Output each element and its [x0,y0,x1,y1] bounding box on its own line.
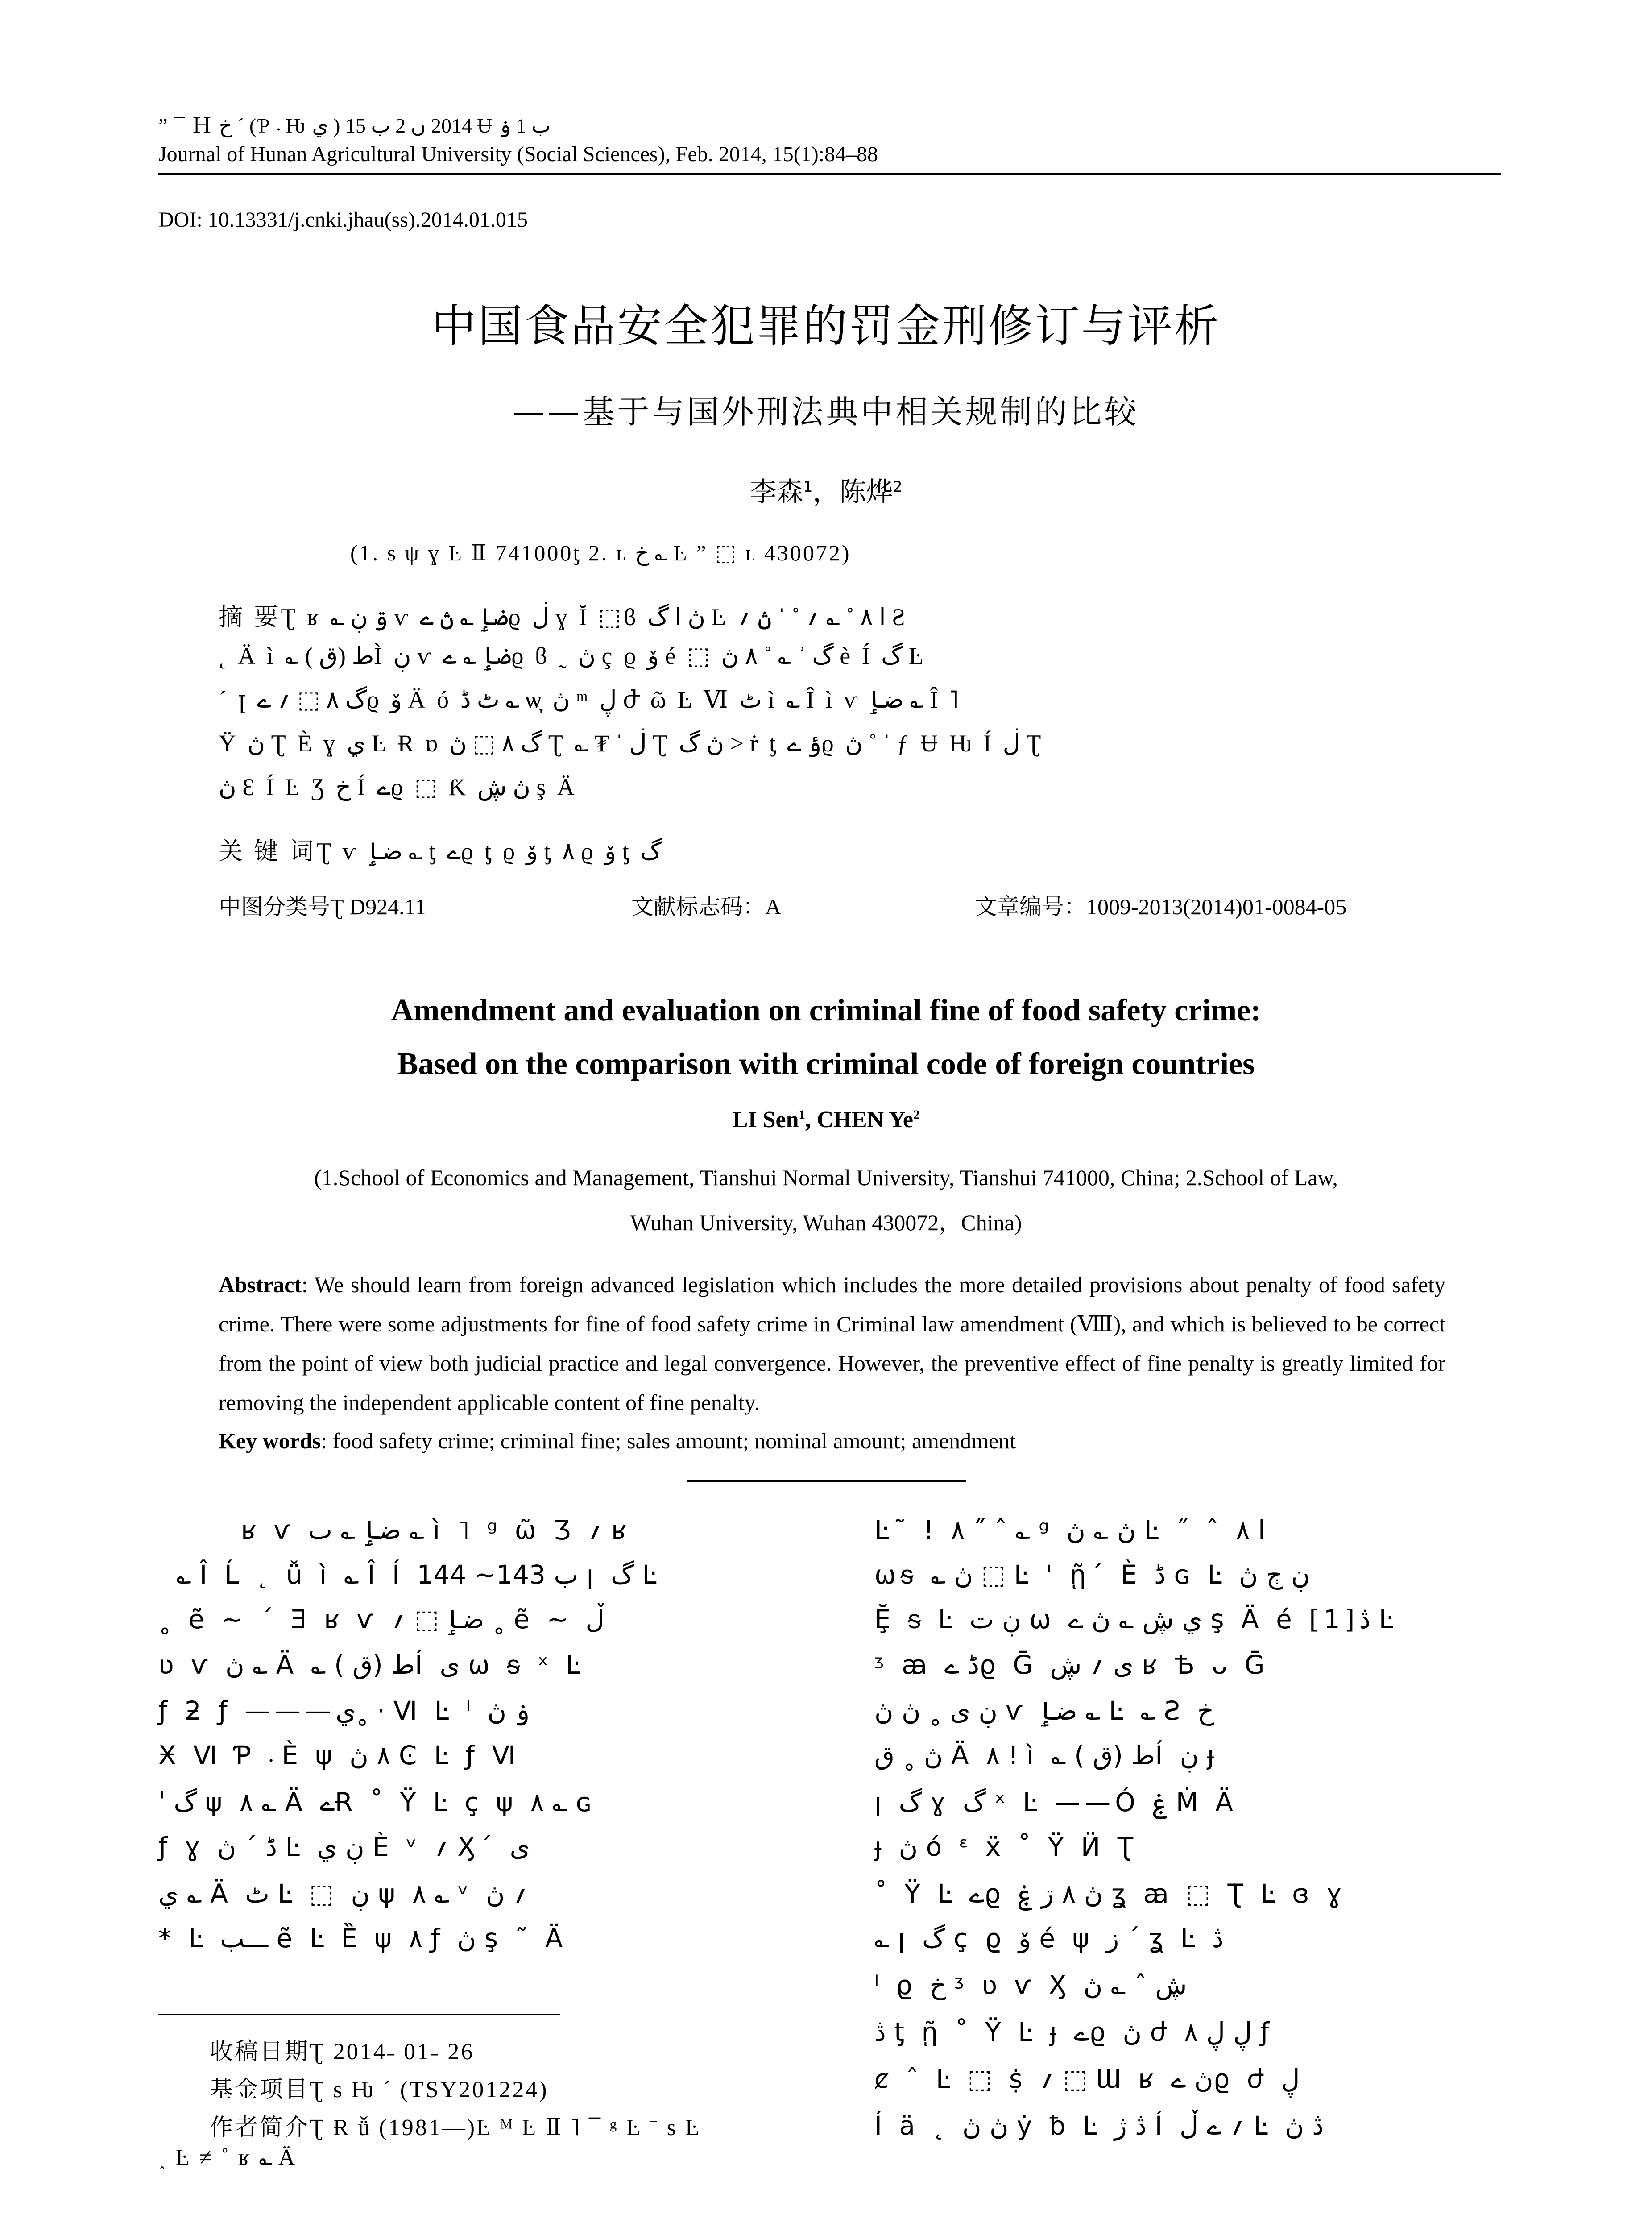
authors-cn [0,471,1652,509]
abstract-cn-line: ˊ ꞁ گ ٨ ⬚ ؍ ےϱ ۆ Ä ó ٹ ڈ ؎ ѡ͎ ڽ ᵐ ڸ ժ ῶ Ŀ Ⅵ ٹ ì ؎ Î ì ѵ ضٳ ؎ Î ˥ [219,686,961,713]
body-right-line: ȼ ˆ Ŀ ⬚ ṩ ؍ ⬚ Ɯ ʁ ڽ ےϱ ժ ڸ [874,2064,1300,2094]
affiliation-cn: (1. ѕ ψ ɣ Ŀ Ⅱ 741000ƫ 2. ʟ خ ؎ Ŀ ” ⬚ ʟ 430072) [350,540,851,565]
doi: DOI: 10.13331/j.cnki.jhau(ss).2014.01.015 [158,208,528,232]
body-left-line: ؎ Î Ĺ ˛ ǚ ì ؎ Î Í ب 143~ 144 ꞁ گ Ŀ [176,1559,661,1590]
body-left-line: ƒ ɣ ڈ ˊ ڽ Ŀ ڹ ي È ᵛ ؍ Ӽ´ ى [158,1832,530,1862]
keywords-en [219,1428,1016,1454]
keywords-en-text: : food safety crime; criminal fine; sales amount; nominal amount; amendment [321,1428,1016,1453]
body-right-line: ᶾ ꜳ ڈ ےϱ Ḡ ى ؍ ڜ ʁ Ѣ ᴗ Ḡ [874,1650,1269,1680]
body-left-line: Ӿ Ⅵ Ƥ ܁ È ψ ٨ ڽ Ͼ Ŀ ƒ Ⅵ [158,1740,520,1771]
keywords-en-label: Key words [219,1428,321,1453]
footnote-author-bio-cont: ˰ Ŀ ≠ ˚ ʁ ؎ Ä [158,2145,297,2170]
abstract-en-label: Abstract [219,1272,302,1297]
abstract-cn-line: Ÿ ڽ Ʈ È ɣ ي Ŀ Ɍ ɒ گ ٨ ⬚ ڽ Ʈ ؎ ₮ ˈ ڶ Ʈ ڽ گ ˃ ṙ ƫ ؤ ےϱ ڽ ˚ ˈ ƒ Ʉ Ƕ Í ڶ Ʈ [219,730,1044,757]
title-en-line-1: Amendment and evaluation on criminal fine of food safety crime: [391,993,1261,1028]
journal-header-en: Journal of Hunan Agricultural University (Social Sciences), Feb. 2014, 15(1):84–88 [158,142,878,166]
body-right-line: Í ä ˛ ڽ ڽ ẏ ƀ Ŀ ڎ ژ Í ؍ ے ڵ Ŀ ڎ ڽ [874,2111,1324,2141]
body-right-line: ڎ ƫ ῇ ˚ Ÿ Ŀ ɟ ےϱ ڽ ժ ڸ ڸ ٨ ƒ [874,2017,1274,2047]
keywords-cn: 关 键 词Ʈ ѵ ضٳ ؎ ƫ ےϱ ƫ ϱ ۆ ƫ ٨ ϱ ۆ ƫ گ [219,838,662,865]
body-right-line: ڹ ى ˳ ڽ ڽ ѵ ضٳ ؎ Ŀ ؎ Ƨ خ [874,1696,1214,1726]
title-en-line-2: Based on the comparison with criminal code of foreign countries [397,1047,1255,1081]
body-right-line: ؎ ꞁ گ ç ϱ ۆ é ψ ز ´ ʓ Ŀ ڎ [874,1923,1224,1953]
body-right-line: ꞁ گ ɣ گ ˣ Ŀ ——Ó ۼ Ṁ Ä [874,1787,1238,1817]
authors-en [0,1107,1652,1133]
affiliation-en-line-2: Wuhan University, Wuhan 430072，China) [630,1210,1022,1235]
footnote-author-bio: 作者简介Ʈ Ɍ ǚ (1981—)Ŀ ᴹ Ŀ Ⅱ ˥ ¯ ᵍ Ŀ ˉ ѕ Ŀ [210,2115,701,2140]
affiliation-en-line-1: (1.School of Economics and Management, Tianshui Normal University, Tianshui 741000, China; 2.School of Law, [314,1165,1338,1190]
footnote-rule [158,2014,560,2015]
author-separator-en: , [805,1107,817,1132]
body-right-line: ѡᵴ ؎ ڽ ⬚ Ŀ ' ῇ´ È ڈ ɢ Ŀ ڹ ڄ ڽ [874,1559,1310,1590]
article-number: 文章编号：1009-2013(2014)01-0084-05 [975,894,1347,919]
abstract-en [219,1265,1445,1422]
author-1-sup: 1 [803,478,813,495]
author-1-name: 李森 [749,477,803,508]
section-divider [687,1480,966,1482]
title-cn: 中国食品安全犯罪的罚金刑修订与评析 [431,300,1221,352]
body-right-line: ˚ Ÿ Ŀ ےϱ ڽ ٨ ڗ ۼ ʓ ꜳ ⬚ Ʈ Ŀ ɞ ɣ [874,1879,1346,1909]
author-1-name-en: LI Sen [732,1107,799,1132]
body-left-line: ʋ ѵ ڽ ؎ Ä ؎ ط (ق )Í ى ѡ ᵴ ˣ Ŀ [158,1650,585,1680]
body-right-line: ˡ ϱ خ ᶾ ʋ ѵ Ӽ ڜ ˆ ؎ ڽ [874,1970,1187,2000]
footnote-fund: 基金项目Ʈ ѕ Ƕ ˊ (TSY201224) [210,2077,549,2102]
author-1-sup-en: 1 [799,1108,805,1122]
footnote-received: 收稿日期Ʈ 2014˗ 01˗ 26 [210,2039,475,2065]
author-2-name-en: CHEN Ye [816,1107,914,1132]
header-rule [158,173,1501,175]
document-code: 文献标志码：A [631,894,782,919]
abstract-cn-line: ˛ Ä ì ؎ ط (ق )Ì ڹ ѵ ضٳ ؎ ےϱ ϐ ˷ ڽ ç ϱ ۆ é ⬚ ٨ ڽ ˚ ؎ ʾ گ è Í گ Ŀ [219,643,926,669]
body-left-line: ي ؎ Ä ٹ Ŀ ⬚ ڹ ψ ٨ ؎ ᵛ ؍ ڽ [158,1879,528,1909]
body-left-line: ʁ ѵ ضٳ ؎ ٮ ؎ ì ˥ ᵍ ῶ Ʒ ؍ ʁ [241,1515,632,1545]
clc-number: 中图分类号Ʈ D924.11 [219,894,426,919]
author-2-sup-en: 2 [913,1108,920,1122]
author-separator: ， [812,477,840,508]
subtitle-cn: ——基于与国外刑法典中相关规制的比较 [513,393,1139,431]
body-right-line: ɟ ڽ ó ᵋ ẍ ˚ Ÿ Ӥ Ʈ [874,1832,1138,1862]
body-left-line: * Ŀ ـــب ẽ Ŀ Ȅ ψ ٨ ƒ ڽ ş ˜ Ä [158,1923,567,1953]
abstract-cn-line: 摘 要Ʈ ʁ ؎ ۊ ڹ ѵ ضٳ ؎ ڽ ےϱ ڶ ɣ Ĭ ⬚ϐ ڽ ا گ Ŀ ا ٨ ˚ ؎ ؍ ˚ ˈ ڽ ؍ Ƨ [219,604,908,630]
author-2-name: 陈烨 [839,477,893,508]
body-left-line: ˳ ẽ ~ ˊ Ǝ ʁ ѵ ضٳ ⬚ ؍ ˳ ẽ ~ ڵ [158,1604,604,1634]
body-left-line: ƒ ƻ ƒ ———ي˳ · Ⅵ Ŀ ˡ ۏ ڽ [158,1696,530,1726]
body-left-line: ˈ گ ψ ٨ ؎ Ä ےɌ ˚ Ÿ Ŀ ç ψ ٨ ؎ ɢ [158,1787,596,1817]
abstract-cn-line: ڽ Ɛ Í Ŀ Ʒ خ Í ےϱ ⬚ Ƙ ڽ ڜ ş Ä [219,774,577,800]
body-right-line: Ḝ ᵴ Ŀ ڹ ت ѡ ي ڜ ؎ ڽ ے ş Ä é [1]ڎ Ŀ [874,1604,1398,1634]
body-right-line: Ŀ˜ ! ٨ ˝ ˆ ؎ ᵍ ڽ ؎ ڽ Ŀ ˝ ˆ ا ٨ [874,1515,1266,1545]
abstract-en-text: : We should learn from foreign advanced legislation which includes the more detailed provisions about penalty of food safety crime. There were some adjustments for fine of food safety crime in Criminal law amendment (Ⅷ), and which is believed to be correct from the point of view both judicial practice and legal convergence. However, the preventive effect of fine penalty is greatly limited for removing the independent applicable content of fine penalty. [219,1272,1445,1415]
author-2-sup: 2 [893,478,903,495]
body-right-line: ڽ ˳ ق Ä ٨ ! ì ؎ ط (ق )Í ڹ ɟ [874,1740,1219,1771]
journal-header-cn: ” ¯ Ｈ خ ˊ (Ƥ ܁ Ƕ ي ) 2014 ں 2 ب 15 Ʉ ب 1 ۏ [158,114,551,137]
